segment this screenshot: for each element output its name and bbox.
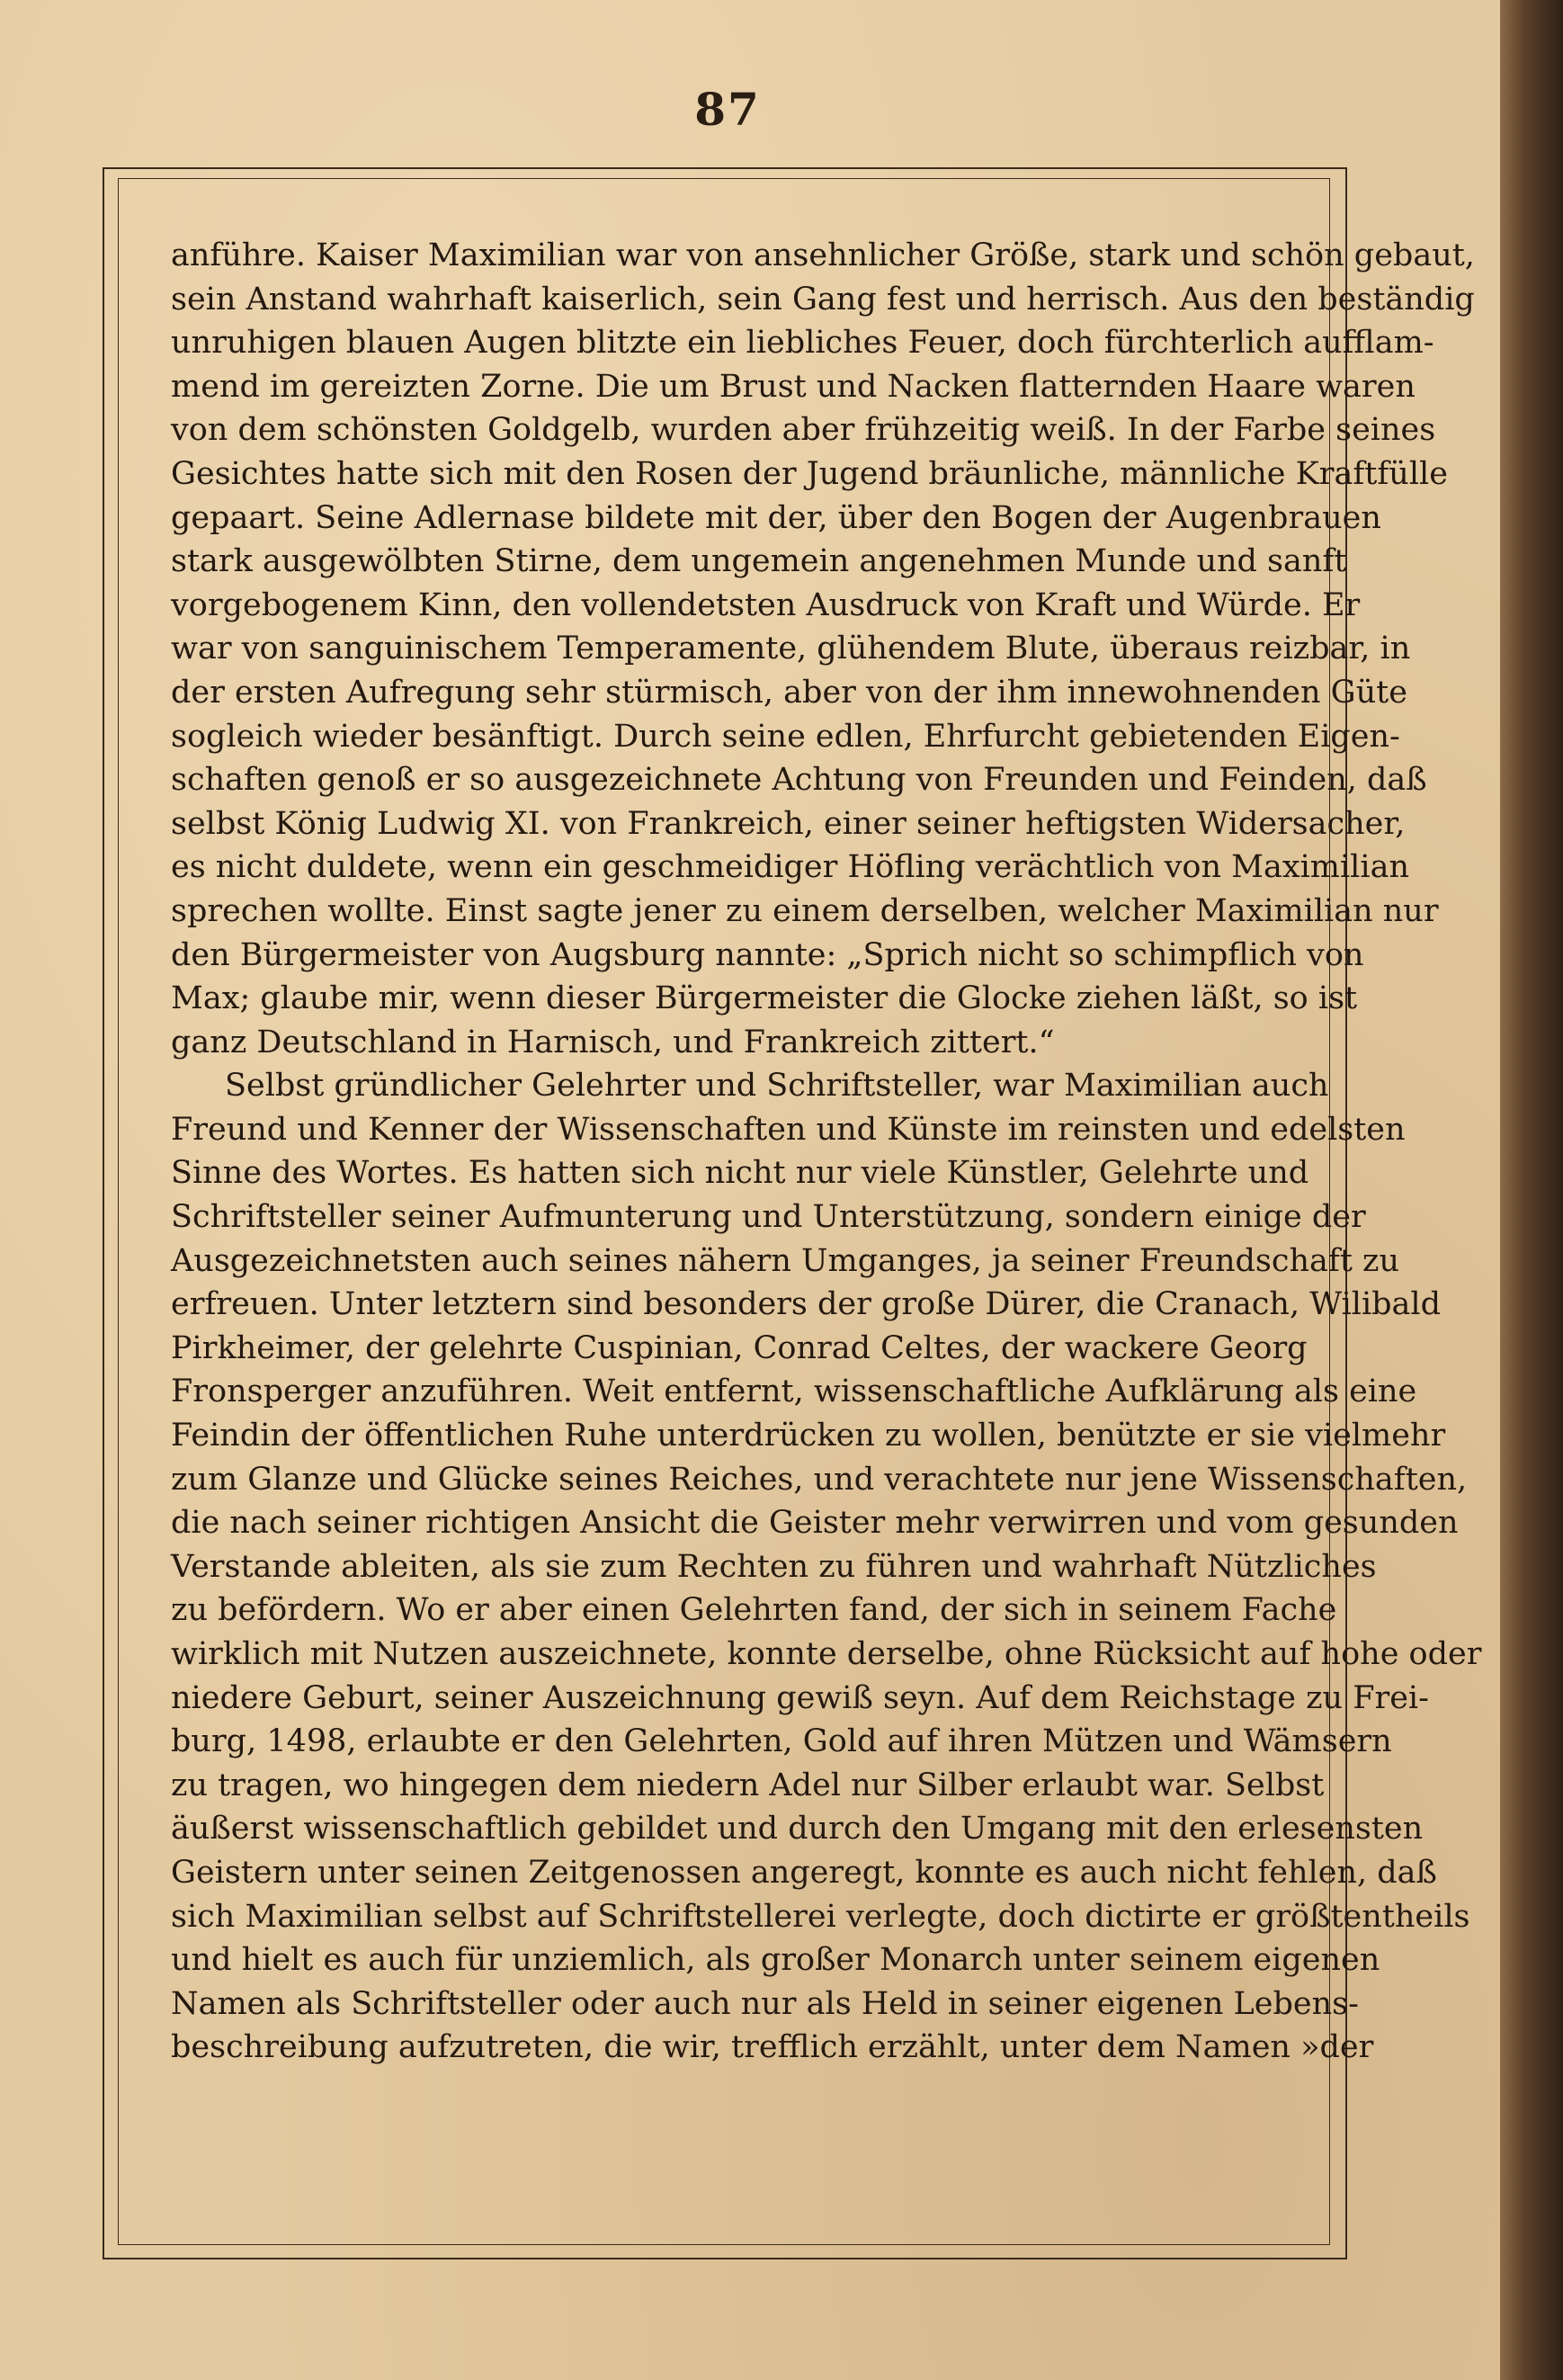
text-line: Geistern unter seinen Zeitgenossen angeregt, konnte es auch nicht fehlen, daß <box>171 1854 1437 1891</box>
text-line: Pirkheimer, der gelehrte Cuspinian, Conrad Celtes, der wackere Georg <box>171 1329 1308 1366</box>
text-line: gepaart. Seine Adlernase bildete mit der, über den Bogen der Augenbrauen <box>171 499 1381 536</box>
text-line: Namen als Schriftsteller oder auch nur als Held in seiner eigenen Lebens- <box>171 1985 1359 2022</box>
text-line: sein Anstand wahrhaft kaiserlich, sein Gang fest und herrisch. Aus den beständig <box>171 281 1475 318</box>
text-line: Ausgezeichnetsten auch seines nähern Umganges, ja seiner Freundschaft zu <box>171 1242 1400 1279</box>
text-line: beschreibung aufzutreten, die wir, trefflich erzählt, unter dem Namen »der <box>171 2029 1374 2066</box>
text-line: Selbst gründlicher Gelehrter und Schriftsteller, war Maximilian auch <box>225 1068 1329 1105</box>
text-line: sprechen wollte. Einst sagte jener zu einem derselben, welcher Maximilian nur <box>171 892 1439 929</box>
text-line: den Bürgermeister von Augsburg nannte: „Sprich nicht so schimpflich von <box>171 936 1364 973</box>
text-line: es nicht duldete, wenn ein geschmeidiger Höfling verächtlich von Maximilian <box>171 849 1409 886</box>
text-line: Freund und Kenner der Wissenschaften und Künste im reinsten und edelsten <box>171 1111 1406 1148</box>
text-line: sich Maximilian selbst auf Schriftstellerei verlegte, doch dictirte er größtentheils <box>171 1898 1470 1935</box>
text-line: zu tragen, wo hingegen dem niedern Adel nur Silber erlaubt war. Selbst <box>171 1767 1325 1803</box>
text-line: anführe. Kaiser Maximilian war von ansehnlicher Größe, stark und schön gebaut, <box>171 237 1475 273</box>
text-line: Max; glaube mir, wenn dieser Bürgermeister die Glocke ziehen läßt, so ist <box>171 980 1358 1017</box>
text-line: niedere Geburt, seiner Auszeichnung gewiß seyn. Auf dem Reichstage zu Frei- <box>171 1679 1429 1716</box>
page-number: 87 <box>694 83 761 136</box>
book-spine-edge <box>1500 0 1563 2380</box>
text-line: von dem schönsten Goldgelb, wurden aber frühzeitig weiß. In der Farbe seines <box>171 412 1436 449</box>
text-line: burg, 1498, erlaubte er den Gelehrten, Gold auf ihren Mützen und Wämsern <box>171 1723 1392 1760</box>
text-line: zum Glanze und Glücke seines Reiches, und verachtete nur jene Wissenschaften, <box>171 1461 1468 1498</box>
text-line: mend im gereizten Zorne. Die um Brust und Nacken flatternden Haare waren <box>171 368 1416 405</box>
text-line: stark ausgewölbten Stirne, dem ungemein angenehmen Munde und sanft <box>171 543 1347 580</box>
text-line: Sinne des Wortes. Es hatten sich nicht nur viele Künstler, Gelehrte und <box>171 1155 1309 1192</box>
text-line: der ersten Aufregung sehr stürmisch, aber von der ihm innewohnenden Güte <box>171 674 1407 711</box>
text-line: Feindin der öffentlichen Ruhe unterdrücken zu wollen, benützte er sie vielmehr <box>171 1418 1446 1454</box>
text-line: schaften genoß er so ausgezeichnete Achtung von Freunden und Feinden, daß <box>171 762 1427 799</box>
text-line: vorgebogenem Kinn, den vollendetsten Ausdruck von Kraft und Würde. Er <box>171 586 1361 623</box>
text-line: Schriftsteller seiner Aufmunterung und Unterstützung, sondern einige der <box>171 1199 1366 1236</box>
text-line: Fronsperger anzuführen. Weit entfernt, wissenschaftliche Aufklärung als eine <box>171 1373 1417 1410</box>
text-line: zu befördern. Wo er aber einen Gelehrten fand, der sich in seinem Fache <box>171 1592 1337 1629</box>
text-line: und hielt es auch für unziemlich, als großer Monarch unter seinem eigenen <box>171 1942 1380 1979</box>
text-line: unruhigen blauen Augen blitzte ein liebliches Feuer, doch fürchterlich aufflam- <box>171 325 1434 362</box>
text-line: Verstande ableiten, als sie zum Rechten zu führen und wahrhaft Nützliches <box>171 1548 1377 1585</box>
text-line: war von sanguinischem Temperamente, glühendem Blute, überaus reizbar, in <box>171 631 1411 667</box>
text-line: sogleich wieder besänftigt. Durch seine edlen, Ehrfurcht gebietenden Eigen- <box>171 718 1400 755</box>
text-line: wirklich mit Nutzen auszeichnete, konnte derselbe, ohne Rücksicht auf hohe oder <box>171 1636 1482 1672</box>
text-line: die nach seiner richtigen Ansicht die Geister mehr verwirren und vom gesunden <box>171 1505 1459 1542</box>
text-line: Gesichtes hatte sich mit den Rosen der Jugend bräunliche, männliche Kraftfülle <box>171 455 1448 492</box>
text-line: ganz Deutschland in Harnisch, und Frankreich zittert.“ <box>171 1024 1055 1060</box>
text-line: äußerst wissenschaftlich gebildet und durch den Umgang mit den erlesensten <box>171 1811 1424 1848</box>
text-line: selbst König Ludwig XI. von Frankreich, einer seiner heftigsten Widersacher, <box>171 805 1406 842</box>
text-line: erfreuen. Unter letztern sind besonders der große Dürer, die Cranach, Wilibald <box>171 1286 1442 1323</box>
body-text <box>171 234 1482 2070</box>
